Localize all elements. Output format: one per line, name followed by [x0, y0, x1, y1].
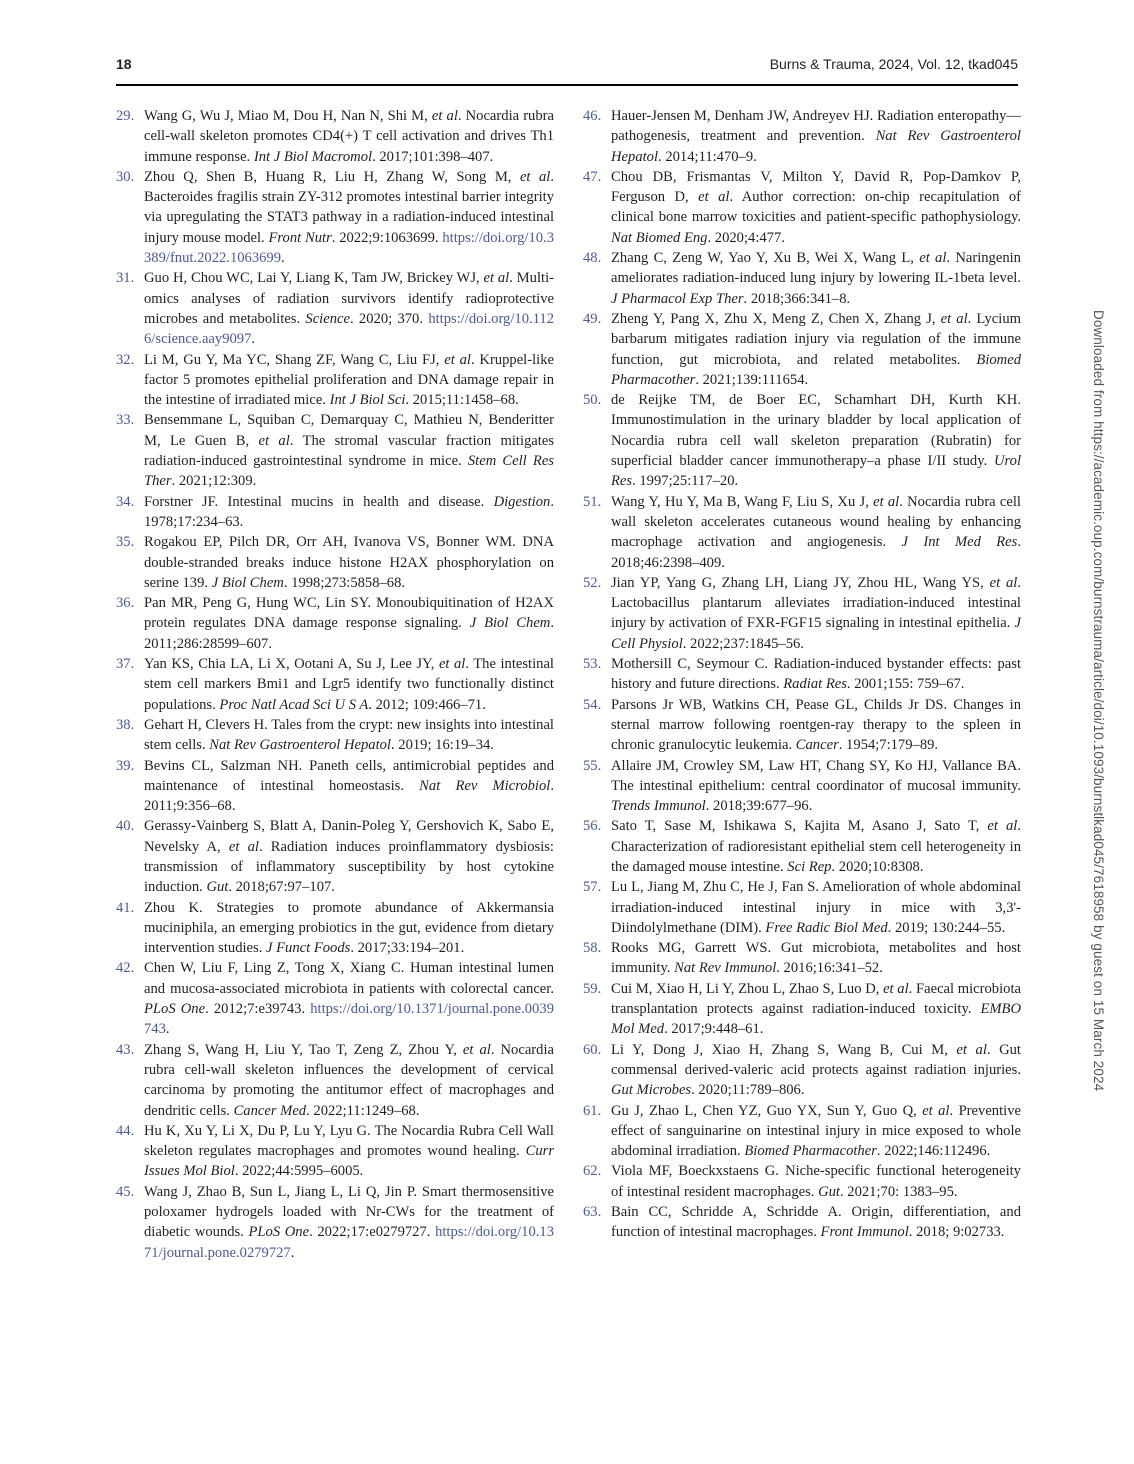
journal-name: J Pharmacol Exp Ther: [611, 290, 744, 307]
citation-details: . 2018;46:2398–409.: [611, 534, 1021, 571]
reference-title: . Author correction: on-chip recapitulation of clinical bone marrow toxicities and patient-specific pathophysiology.: [611, 189, 1021, 226]
citation-details: . 2018;39:677–96.: [705, 798, 813, 815]
reference-number: 32.: [116, 351, 135, 368]
citation-details: . 2020;11:789–806.: [691, 1082, 805, 1099]
doi-link[interactable]: https://doi.org/10.1371/journal.pone.0279727: [144, 1224, 554, 1261]
reference-title: . Nocardia rubra cell wall skeleton accelerates cutaneous wound healing by enhancing macrophage activation and angiogenesis.: [611, 493, 1021, 551]
reference-title: . Nocardia rubra cell-wall skeleton promotes CD4(+) T cell activation and drives Th1 immune response.: [144, 108, 554, 165]
et-al: et al: [258, 432, 290, 449]
reference-authors: Rooks MG, Garrett WS.: [611, 940, 781, 957]
et-al: et al: [698, 189, 730, 206]
reference-number: 56.: [583, 818, 602, 835]
journal-name: Front Immunol: [820, 1224, 909, 1241]
reference-number: 55.: [583, 757, 602, 774]
et-al: et al: [883, 980, 909, 997]
journal-name: PLoS One: [144, 1001, 206, 1018]
journal-name: J Biol Chem: [211, 574, 284, 591]
reference-number: 59.: [583, 980, 602, 997]
citation-details: . 2011;9:356–68.: [144, 777, 554, 815]
reference-number: 61.: [583, 1102, 602, 1119]
reference-authors: Hu K, Xu Y, Li X, Du P, Lu Y, Lyu G.: [144, 1122, 375, 1139]
reference-list-right: [583, 106, 1021, 1243]
reference-number: 57.: [583, 879, 602, 896]
reference-authors: Zhang S, Wang H, Liu Y, Tao T, Zeng Z, Zhou Y,: [144, 1041, 463, 1058]
page-header: [116, 56, 1018, 78]
reference-number: 38.: [116, 716, 135, 733]
journal-name: Curr Issues Mol Biol: [144, 1143, 554, 1180]
citation-details: . 2017;33:194–201.: [350, 940, 465, 957]
journal-name: Int J Biol Macromol: [253, 148, 373, 165]
et-al: et al: [228, 838, 259, 855]
reference-number: 41.: [116, 899, 135, 916]
journal-name: J Biol Chem: [469, 615, 551, 632]
journal-name: Stem Cell Res Ther: [144, 453, 554, 490]
reference-number: 48.: [583, 250, 602, 267]
reference-item: [583, 1101, 1021, 1162]
reference-title: Strategies to promote abundance of Akkermansia muciniphila, an emerging probiotics in the gut, evidence from dietary intervention studies.: [144, 899, 554, 957]
reference-number: 47.: [583, 168, 602, 185]
reference-title: . Kruppel-like factor 5 promotes epithelial proliferation and DNA damage repair in the intestine of irradiated mice.: [144, 351, 554, 409]
citation-details: . 2021;12:309.: [171, 473, 257, 490]
page-number: 18: [116, 56, 132, 72]
journal-name: Urol Res: [611, 453, 1021, 490]
citation-details: . 2018; 9:02733.: [908, 1224, 1005, 1241]
reference-title: . The intestinal stem cell markers Bmi1 and Lgr5 identify two functionally distinct populations.: [144, 656, 554, 713]
reference-title: Paneth cells, antimicrobial peptides and maintenance of intestinal homeostasis.: [144, 757, 554, 794]
reference-authors: Sato T, Sase M, Ishikawa S, Kajita M, Asano J, Sato T,: [611, 818, 988, 835]
reference-list-left: [116, 106, 554, 1263]
et-al: et al: [940, 310, 968, 327]
citation-details: . 2012;7:e39743.: [205, 1001, 311, 1018]
reference-item: [583, 938, 1021, 979]
reference-title: Monoubiquitination of H2AX protein regulates DNA damage response signaling.: [144, 595, 554, 632]
reference-title: . Radiation induces proinflammatory dysbiosis: transmission of inflammatory susceptibility by host cytokine induction.: [144, 838, 554, 896]
reference-item: [116, 167, 554, 268]
reference-authors: Parsons Jr WB, Watkins CH, Pease GL, Childs Jr DS.: [611, 696, 954, 713]
reference-item: [116, 532, 554, 593]
reference-item: [583, 654, 1021, 695]
citation-details: . 2022;237:1845–56.: [682, 635, 804, 652]
doi-link[interactable]: https://doi.org/10.1371/journal.pone.0039743: [144, 1001, 554, 1038]
reference-title: Radiation-induced bystander effects: past history and future directions.: [611, 656, 1022, 693]
reference-item: [583, 309, 1021, 390]
reference-authors: Li M, Gu Y, Ma YC, Shang ZF, Wang C, Liu FJ,: [144, 351, 445, 368]
reference-item: [583, 756, 1021, 817]
reference-title: The intestinal epithelium: central coordinator of mucosal immunity.: [611, 777, 1021, 794]
reference-item: [116, 816, 554, 897]
reference-authors: Mothersill C, Seymour C.: [611, 656, 774, 673]
reference-number: 63.: [583, 1204, 602, 1221]
download-watermark: [1088, 310, 1108, 1160]
reference-number: 29.: [116, 108, 135, 124]
reference-item: [583, 248, 1021, 309]
reference-title: Radiation enteropathy—pathogenesis, treatment and prevention.: [611, 108, 1021, 145]
reference-title: Smart thermosensitive poloxamer hydrogels loaded with Nr-CWs for the treatment of diabetic wounds.: [144, 1183, 554, 1241]
reference-authors: Zhou Q, Shen B, Huang R, Liu H, Zhang W, Song M,: [144, 168, 520, 185]
reference-number: 54.: [583, 696, 602, 713]
citation-details: . 2017;101:398–407.: [372, 148, 494, 165]
journal-name: Nat Rev Microbiol: [419, 777, 551, 794]
citation-details: . 2018;67:97–107.: [228, 879, 335, 896]
et-al: et al: [956, 1041, 987, 1058]
reference-number: 35.: [116, 534, 135, 551]
reference-item: [116, 593, 554, 654]
link-period: .: [165, 1021, 170, 1038]
journal-name: Int J Biol Sci: [329, 392, 406, 409]
reference-item: [583, 1040, 1021, 1101]
reference-authors: Gu J, Zhao L, Chen YZ, Guo YX, Sun Y, Guo Q,: [611, 1102, 923, 1119]
reference-number: 53.: [583, 656, 602, 673]
reference-authors: Pan MR, Peng G, Hung WC, Lin SY.: [144, 595, 377, 612]
citation-details: . 2022;9:1063699.: [331, 229, 443, 246]
et-al: et al: [987, 818, 1018, 835]
reference-title: . Nocardia rubra cell-wall skeleton influences the development of cervical carcinoma by promoting the antitumor effect of macrophages and dendritic cells.: [144, 1041, 554, 1119]
reference-authors: Bain CC, Schridde A, Schridde A.: [611, 1204, 852, 1221]
reference-title: Tales from the crypt: new insights into intestinal stem cells.: [144, 716, 554, 754]
journal-name: EMBO Mol Med: [611, 1001, 1021, 1038]
reference-title: . Gut commensal derived-valeric acid protects against radiation injuries.: [611, 1041, 1021, 1078]
reference-number: 50.: [583, 392, 602, 409]
reference-authors: Zhou K.: [144, 899, 217, 916]
reference-title: . Lactobacillus plantarum alleviates irradiation-induced intestinal injury by activation of FXR-FGF15 signaling in intestinal epithelia.: [611, 574, 1021, 632]
reference-authors: Lu L, Jiang M, Zhu C, He J, Fan S.: [611, 879, 823, 896]
reference-item: [583, 167, 1021, 248]
journal-name: J Int Med Res: [901, 534, 1018, 551]
reference-item: [116, 958, 554, 1039]
reference-title: Gut microbiota, metabolites and host immunity.: [611, 940, 1021, 977]
reference-authors: Allaire JM, Crowley SM, Law HT, Chang SY, Ko HJ, Vallance BA.: [611, 757, 1021, 774]
reference-title: DNA double-stranded breaks induce histone H2AX phosphorylation on serine 139.: [144, 534, 554, 591]
journal-name: Cancer Med: [233, 1102, 307, 1119]
et-al: et al: [444, 351, 471, 368]
reference-title: . Faecal microbiota transplantation protects against radiation-induced toxicity.: [611, 980, 1021, 1018]
et-al: et al: [438, 656, 466, 673]
citation-details: . 1978;17:234–63.: [144, 493, 554, 530]
journal-name: Proc Natl Acad Sci U S A: [219, 696, 369, 713]
citation-details: . 2022;44:5995–6005.: [234, 1163, 364, 1180]
reference-title: Intestinal mucins in health and disease.: [227, 493, 494, 510]
reference-authors: Gehart H, Clevers H.: [144, 716, 272, 733]
reference-item: [116, 492, 554, 533]
reference-authors: Hauer-Jensen M, Denham JW, Andreyev HJ.: [611, 108, 878, 124]
reference-authors: de Reijke TM, de Boer EC, Schamhart DH, Kurth KH.: [611, 392, 1021, 409]
reference-item: [116, 898, 554, 959]
reference-number: 46.: [583, 108, 602, 124]
reference-title: . Lycium barbarum mitigates radiation injury via regulation of the immune function, gut microbiota, and related metabolites.: [611, 310, 1021, 368]
reference-authors: Gerassy-Vainberg S, Blatt A, Danin-Poleg Y, Gershovich K, Sabo E, Nevelsky A,: [144, 818, 554, 855]
reference-item: [583, 1202, 1021, 1243]
citation-details: . 2022;11:1249–68.: [306, 1102, 420, 1119]
citation-details: . 2019; 130:244–55.: [887, 919, 1006, 936]
citation-details: . 2019; 16:19–34.: [390, 737, 494, 754]
reference-title: Human intestinal lumen and mucosa-associated microbiota in patients with colorectal cancer.: [144, 960, 554, 997]
journal-name: Science: [305, 310, 350, 327]
et-al: et al: [462, 1041, 491, 1058]
et-al: et al: [483, 270, 510, 287]
reference-number: 60.: [583, 1041, 602, 1058]
reference-authors: Zheng Y, Pang X, Zhu X, Meng Z, Chen X, Zhang J,: [611, 310, 941, 327]
journal-name: Nat Biomed Eng: [611, 229, 708, 246]
citation-details: . 2021;70: 1383–95.: [839, 1183, 958, 1200]
reference-authors: Rogakou EP, Pilch DR, Orr AH, Ivanova VS, Bonner WM.: [144, 534, 523, 551]
reference-number: 43.: [116, 1041, 135, 1058]
citation-details: . 1997;25:117–20.: [632, 473, 739, 490]
reference-authors: Wang J, Zhao B, Sun L, Jiang L, Li Q, Jin P.: [144, 1183, 422, 1200]
reference-number: 45.: [116, 1183, 135, 1200]
citation-details: . 2021;139:111654.: [695, 371, 809, 388]
reference-number: 42.: [116, 960, 135, 977]
citation-details: . 1998;273:5858–68.: [283, 574, 406, 591]
journal-name: Biomed Pharmacother: [744, 1143, 877, 1160]
reference-authors: Cui M, Xiao H, Li Y, Zhou L, Zhao S, Luo D,: [611, 980, 884, 997]
et-al: et al: [989, 574, 1018, 591]
reference-authors: Chen W, Liu F, Ling Z, Tong X, Xiang C.: [144, 960, 410, 977]
reference-item: [116, 106, 554, 167]
reference-number: 58.: [583, 940, 602, 957]
reference-title: Niche-specific functional heterogeneity of intestinal resident macrophages.: [611, 1163, 1021, 1200]
journal-name: Sci Rep: [787, 858, 832, 875]
journal-name: Free Radic Biol Med: [765, 919, 888, 936]
reference-authors: Wang Y, Hu Y, Ma B, Wang F, Liu S, Xu J,: [611, 493, 874, 510]
link-period: .: [251, 331, 256, 348]
et-al: et al: [919, 250, 947, 267]
journal-name: J Funct Foods: [266, 940, 351, 957]
journal-name: Gut: [818, 1183, 840, 1200]
doi-link[interactable]: https://doi.org/10.3389/fnut.2022.1063699: [144, 229, 554, 267]
journal-name: Trends Immunol: [611, 798, 706, 815]
citation-details: . 2014;11:470–9.: [658, 148, 757, 165]
journal-name: Biomed Pharmacother: [611, 351, 1021, 388]
watermark-text: Downloaded from https://academic.oup.com/burnstrauma/article/doi/10.1093/burnstlkad045/7618958 by guest on 15 March 2024: [1091, 310, 1106, 1092]
reference-number: 33.: [116, 412, 135, 429]
reference-number: 44.: [116, 1122, 135, 1139]
reference-number: 51.: [583, 493, 602, 510]
journal-name: PLoS One: [248, 1224, 310, 1241]
reference-item: [583, 695, 1021, 756]
reference-number: 37.: [116, 656, 135, 673]
citation-details: . 2001;155: 759–67.: [846, 676, 965, 693]
reference-authors: Chou DB, Frismantas V, Milton Y, David R, Pop-Damkov P, Ferguson D,: [611, 168, 1021, 206]
reference-number: 34.: [116, 493, 135, 510]
citation-details: . 1954;7:179–89.: [838, 737, 939, 754]
reference-number: 49.: [583, 310, 602, 327]
reference-item: [583, 979, 1021, 1040]
link-period: .: [281, 250, 285, 267]
reference-item: [583, 877, 1021, 938]
reference-authors: Forstner JF.: [144, 493, 228, 510]
link-period: .: [290, 1244, 295, 1261]
citation-details: . 2022;146:112496.: [876, 1143, 991, 1160]
et-al: et al: [431, 108, 458, 124]
journal-name: Front Nutr: [268, 229, 332, 246]
et-al: et al: [519, 168, 551, 185]
reference-number: 31.: [116, 270, 135, 287]
reference-item: [116, 350, 554, 411]
reference-title: The Nocardia Rubra Cell Wall skeleton regulates macrophages and promotes wound healing.: [144, 1122, 554, 1160]
citation-details: . 2016;16:341–52.: [776, 960, 883, 977]
journal-name: Gut Microbes: [611, 1082, 692, 1099]
reference-item: [583, 106, 1021, 167]
reference-item: [116, 715, 554, 756]
reference-item: [116, 1040, 554, 1121]
reference-authors: Bevins CL, Salzman NH.: [144, 757, 310, 774]
reference-title: . Characterization of radioresistant epithelial stem cell heterogeneity in the damaged mouse intestine.: [611, 818, 1021, 875]
citation-details: . 2020;10:8308.: [831, 858, 924, 875]
journal-name: Digestion: [493, 493, 551, 510]
journal-name: Nat Rev Gastroenterol Hepatol: [611, 128, 1021, 165]
doi-link[interactable]: https://doi.org/10.1126/science.aay9097: [144, 310, 554, 348]
journal-name: Nat Rev Gastroenterol Hepatol: [209, 737, 391, 754]
reference-authors: Wang G, Wu J, Miao M, Dou H, Nan N, Shi M,: [144, 108, 432, 124]
reference-title: . Multi-omics analyses of radiation survivors identify radioprotective microbes and metabolites.: [144, 270, 554, 327]
reference-title: Amelioration of whole abdominal irradiation-induced intestinal injury in mice with 3,3'-Diindolylmethane (DIM).: [611, 879, 1021, 936]
reference-item: [583, 816, 1021, 877]
reference-item: [583, 390, 1021, 491]
journal-name: Cancer: [795, 737, 839, 754]
reference-authors: Guo H, Chou WC, Lai Y, Liang K, Tam JW, Brickey WJ,: [144, 270, 484, 287]
reference-title: Origin, differentiation, and function of intestinal macrophages.: [611, 1204, 1021, 1241]
citation-details: . 2012; 109:466–71.: [368, 696, 486, 713]
reference-item: [116, 268, 554, 349]
citation-details: . 2011;286:28599–607.: [144, 615, 554, 652]
reference-authors: Viola MF, Boeckxstaens G.: [611, 1163, 786, 1180]
reference-authors: Zhang C, Zeng W, Yao Y, Xu B, Wei X, Wang L,: [611, 250, 920, 267]
reference-item: [583, 573, 1021, 654]
reference-number: 30.: [116, 168, 135, 185]
citation-details: . 2020; 370.: [349, 310, 429, 327]
journal-name: Radiat Res: [783, 676, 847, 693]
citation-details: . 2020;4:477.: [707, 229, 785, 246]
reference-number: 40.: [116, 818, 135, 835]
et-al: et al: [922, 1102, 950, 1119]
citation-details: . 2017;9:448–61.: [664, 1021, 764, 1038]
reference-title: . Bacteroides fragilis strain ZY-312 promotes intestinal barrier integrity via upregulating the STAT3 pathway in a radiation-induced intestinal injury mouse model.: [144, 168, 554, 246]
reference-item: [583, 1161, 1021, 1202]
journal-name: Nat Rev Immunol: [674, 960, 777, 977]
reference-number: 62.: [583, 1163, 602, 1180]
reference-item: [116, 1182, 554, 1263]
reference-item: [116, 756, 554, 817]
journal-name: Gut: [206, 879, 229, 896]
reference-number: 52.: [583, 574, 602, 591]
reference-title: . Naringenin ameliorates radiation-induced lung injury by lowering IL-1beta level.: [611, 250, 1021, 287]
reference-title: . Preventive effect of sanguinarine on intestinal injury in mice exposed to whole abdominal irradiation.: [611, 1102, 1021, 1160]
et-al: et al: [873, 493, 900, 510]
reference-title: Immunostimulation in the urinary bladder by local application of Nocardia rubra cell wall skeleton preparation (Rubratin) for superficial bladder cancer immunotherapy–a phase I/II study.: [611, 412, 1021, 470]
reference-authors: Yan KS, Chia LA, Li X, Ootani A, Su J, Lee JY,: [144, 656, 439, 673]
journal-citation: Burns & Trauma, 2024, Vol. 12, tkad045: [769, 56, 1018, 72]
reference-authors: Li Y, Dong J, Xiao H, Zhang S, Wang B, Cui M,: [611, 1041, 957, 1058]
reference-item: [116, 1121, 554, 1182]
header-rule: [116, 84, 1018, 86]
reference-number: 39.: [116, 757, 135, 774]
reference-title: Changes in sternal marrow following roentgen-ray therapy to the spleen in chronic granulocytic leukemia.: [611, 696, 1021, 754]
reference-authors: Jian YP, Yang G, Zhang LH, Liang JY, Zhou HL, Wang YS,: [611, 574, 990, 591]
citation-details: . 2018;366:341–8.: [743, 290, 851, 307]
citation-details: . 2015;11:1458–68.: [405, 392, 519, 409]
citation-details: . 2022;17:e0279727.: [309, 1224, 436, 1241]
reference-item: [116, 654, 554, 715]
reference-item: [116, 410, 554, 491]
reference-number: 36.: [116, 595, 135, 612]
reference-item: [583, 492, 1021, 573]
journal-name: J Cell Physiol: [611, 615, 1021, 652]
reference-title: . The stromal vascular fraction mitigates radiation-induced gastrointestinal syndrome in mice.: [144, 432, 554, 470]
reference-authors: Bensemmane L, Squiban C, Demarquay C, Mathieu N, Benderitter M, Le Guen B,: [144, 412, 554, 449]
